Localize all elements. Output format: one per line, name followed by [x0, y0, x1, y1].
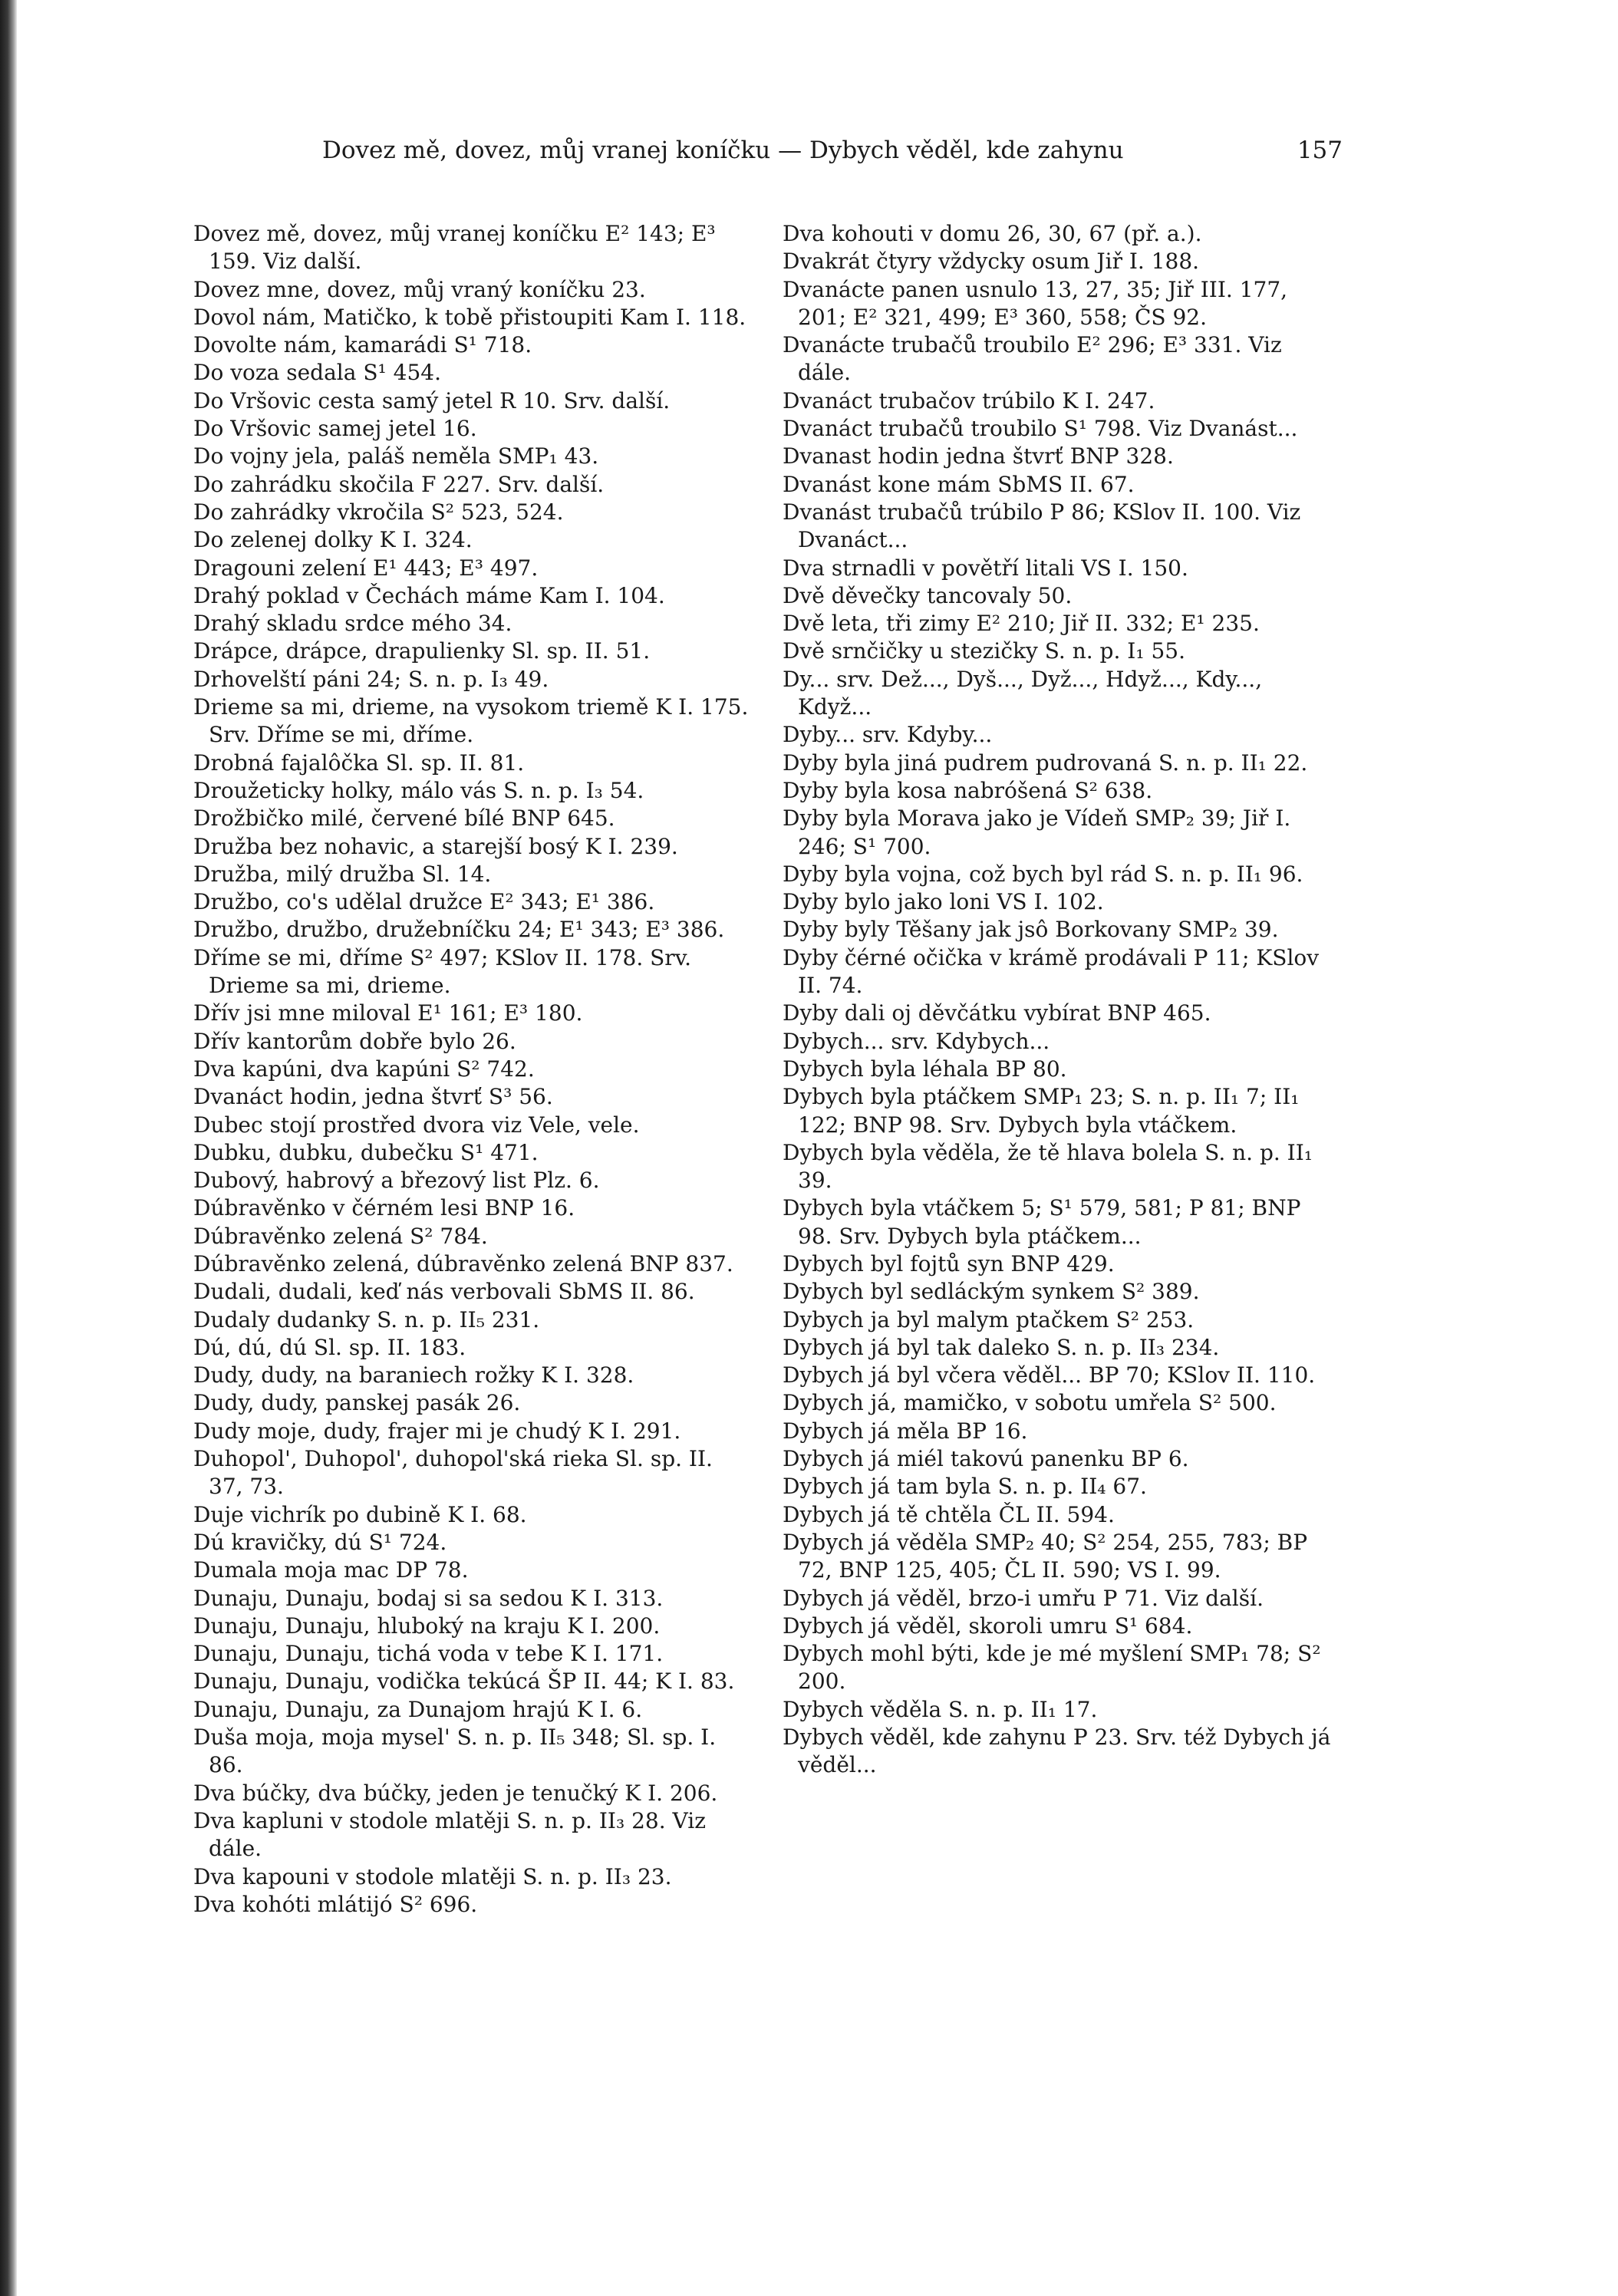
index-entry: Dybych byl fojtů syn BNP 429. — [783, 1250, 1115, 1276]
index-entry: Dú, dú, dú Sl. sp. II. 183. — [193, 1334, 466, 1360]
index-entry: Dybych já věděl, brzo-i umřu P 71. Viz další. — [783, 1585, 1264, 1611]
index-column-left — [193, 220, 750, 1919]
index-entry: Dunaju, Dunaju, vodička tekúcá ŠP II. 44; K I. 83. — [193, 1668, 735, 1695]
index-entry: Drahý skladu srdce mého 34. — [193, 611, 512, 637]
index-entry: Dybych byla vtáčkem 5; S¹ 579, 581; P 81; BNP 98. Srv. Dybych byla ptáčkem... — [783, 1195, 1301, 1249]
index-entry: Dyby byla kosa nabróšená S² 638. — [783, 777, 1153, 803]
index-entry: Dyby... srv. Kdyby... — [783, 722, 993, 748]
index-entry: Dvanáct hodin, jedna štvrť S³ 56. — [193, 1084, 553, 1110]
running-header — [322, 137, 1343, 175]
index-entry: Dudaly dudanky S. n. p. II₅ 231. — [193, 1306, 540, 1332]
index-entry: Dúbravěnko v čérném lesi BNP 16. — [193, 1195, 575, 1221]
index-entry: Dřív kantorům dobře bylo 26. — [193, 1028, 516, 1054]
index-entry: Dvě děvečky tancovaly 50. — [783, 582, 1073, 608]
index-entry: Do zahrádku skočila F 227. Srv. další. — [193, 471, 605, 497]
page-number: 157 — [1297, 137, 1343, 164]
index-entry: Dva strnadli v povětří litali VS I. 150. — [783, 555, 1188, 581]
index-entry: Dunaju, Dunaju, tichá voda v tebe K I. 171. — [193, 1641, 664, 1667]
index-entry: Dyby byly Těšany jak jsô Borkovany SMP₂ 39. — [783, 917, 1279, 943]
index-entry: Dyby byla Morava jako je Vídeň SMP₂ 39; Jiř I. 246; S¹ 700. — [783, 805, 1291, 859]
scan-edge — [0, 0, 17, 2296]
index-entry: Dva kapouni v stodole mlatěji S. n. p. II₃ 23. — [193, 1863, 672, 1889]
index-entry: Dvanácte panen usnulo 13, 27, 35; Jiř III. 177, 201; E² 321, 499; E³ 360, 558; ČS 92. — [783, 276, 1288, 330]
index-entry: Do zelenej dolky K I. 324. — [193, 527, 473, 553]
index-entry: Drhovelští páni 24; S. n. p. I₃ 49. — [193, 666, 549, 692]
index-entry: Drieme sa mi, drieme, na vysokom triemě K I. 175. Srv. Dříme se mi, dříme. — [193, 694, 749, 748]
running-title: Dovez mě, dovez, můj vranej koníčku — Dybych věděl, kde zahynu — [322, 137, 1124, 164]
index-entry: Dvanast hodin jedna štvrť BNP 328. — [783, 443, 1174, 469]
index-entry: Dovez mne, dovez, můj vraný koníčku 23. — [193, 276, 646, 302]
index-entry: Do Vršovic cesta samý jetel R 10. Srv. další. — [193, 387, 671, 413]
index-entry: Dybych mohl býti, kde je mé myšlení SMP₁ 78; S² 200. — [783, 1641, 1321, 1695]
index-entry: Dybych věděl, kde zahynu P 23. Srv. též Dybych já věděl... — [783, 1724, 1331, 1778]
index-entry: Dva kohóti mlátijó S² 696. — [193, 1891, 478, 1917]
index-entry: Dybych já tam byla S. n. p. II₄ 67. — [783, 1474, 1147, 1500]
index-entry: Drobná fajalôčka Sl. sp. II. 81. — [193, 749, 525, 776]
index-entry: Dovez mě, dovez, můj vranej koníčku E² 143; E³ 159. Viz další. — [193, 221, 716, 275]
index-entry: Dva kohouti v domu 26, 30, 67 (př. a.). — [783, 221, 1202, 246]
index-entry: Duje vichrík po dubině K I. 68. — [193, 1501, 527, 1527]
index-entry: Dovolte nám, kamarádi S¹ 718. — [193, 332, 532, 358]
index-entry: Dybych já, mamičko, v sobotu umřela S² 500. — [783, 1390, 1277, 1416]
index-entry: Dyby byla vojna, což bych byl rád S. n. p. II₁ 96. — [783, 861, 1303, 887]
index-entry: Dybych já byl včera věděl... BP 70; KSlov II. 110. — [783, 1362, 1316, 1388]
index-entry: Dybych já miél takovú panenku BP 6. — [783, 1446, 1189, 1472]
index-entry: Dudy, dudy, na baraniech rožky K I. 328. — [193, 1362, 634, 1388]
index-entry: Dvě leta, tři zimy E² 210; Jiř II. 332; E¹ 235. — [783, 611, 1260, 637]
index-entry: Dva kapúni, dva kapúni S² 742. — [193, 1056, 535, 1082]
index-entry: Dyby čérné očička v krámě prodávali P 11; KSlov II. 74. — [783, 944, 1320, 999]
index-entry: Dřív jsi mne miloval E¹ 161; E³ 180. — [193, 1000, 583, 1026]
index-entry: Drápce, drápce, drapulienky Sl. sp. II. 51. — [193, 638, 651, 664]
index-entry: Dvanácte trubačů troubilo E² 296; E³ 331. Viz dále. — [783, 332, 1282, 386]
index-entry: Dyby byla jiná pudrem pudrovaná S. n. p. II₁ 22. — [783, 749, 1308, 776]
index-entry: Do vojny jela, paláš neměla SMP₁ 43. — [193, 443, 599, 469]
index-entry: Družbo, družbo, družebníčku 24; E¹ 343; E³ 386. — [193, 917, 725, 943]
index-entry: Dunaju, Dunaju, za Dunajom hrajú K I. 6. — [193, 1696, 643, 1722]
index-entry: Dybych já tě chtěla ČL II. 594. — [783, 1501, 1115, 1527]
index-entry: Dybych... srv. Kdybych... — [783, 1028, 1050, 1054]
index-entry: Dybych byla věděla, že tě hlava bolela S. n. p. II₁ 39. — [783, 1139, 1313, 1194]
index-entry: Dvanást trubačů trúbilo P 86; KSlov II. 100. Viz Dvanáct... — [783, 499, 1301, 553]
index-entry: Dúbravěnko zelená S² 784. — [193, 1223, 488, 1249]
index-entry: Dybych věděla S. n. p. II₁ 17. — [783, 1696, 1098, 1722]
index-entry: Drahý poklad v Čechách máme Kam I. 104. — [193, 582, 665, 608]
index-entry: Dunaju, Dunaju, bodaj si sa sedou K I. 313. — [193, 1585, 664, 1611]
index-entry: Dú kravičky, dú S¹ 724. — [193, 1529, 447, 1555]
index-entry: Dubku, dubku, dubečku S¹ 471. — [193, 1139, 539, 1165]
index-entry: Dragouni zelení E¹ 443; E³ 497. — [193, 555, 539, 581]
index-entry: Dybych byla ptáčkem SMP₁ 23; S. n. p. II₁ 7; II₁ 122; BNP 98. Srv. Dybych byla vtáčkem. — [783, 1084, 1300, 1138]
index-entry: Dvakrát čtyry vždycky osum Jiř I. 188. — [783, 249, 1200, 275]
index-entry: Dybych já věděla SMP₂ 40; S² 254, 255, 783; BP 72, BNP 125, 405; ČL II. 590; VS I. 99. — [783, 1529, 1308, 1583]
index-entry: Družbo, co's udělal družce E² 343; E¹ 386. — [193, 889, 655, 915]
index-entry: Dudali, dudali, keď nás verbovali SbMS II. 86. — [193, 1279, 695, 1305]
index-entry: Dybych byla léhala BP 80. — [783, 1056, 1067, 1082]
index-entry: Dubový, habrový a březový list Plz. 6. — [193, 1168, 600, 1194]
index-entry: Dovol nám, Matičko, k tobě přistoupiti Kam I. 118. — [193, 304, 746, 330]
index-entry: Dunaju, Dunaju, hluboký na kraju K I. 200. — [193, 1612, 661, 1639]
index-entry: Do zahrádky vkročila S² 523, 524. — [193, 499, 564, 525]
index-entry: Družba, milý družba Sl. 14. — [193, 861, 492, 887]
index-entry: Dybych já věděl, skoroli umru S¹ 684. — [783, 1612, 1193, 1639]
index-entry: Dudy, dudy, panskej pasák 26. — [193, 1390, 521, 1416]
index-entry: Dybych ja byl malym ptačkem S² 253. — [783, 1306, 1195, 1332]
index-entry: Dúbravěnko zelená, dúbravěnko zelená BNP 837. — [193, 1250, 733, 1276]
index-entry: Dybych já byl tak daleko S. n. p. II₃ 234. — [783, 1334, 1220, 1360]
index-entry: Dva búčky, dva búčky, jeden je tenučký K I. 206. — [193, 1780, 718, 1806]
index-entry: Dyby bylo jako loni VS I. 102. — [783, 889, 1104, 915]
index-column-right — [783, 220, 1339, 1780]
index-entry: Dříme se mi, dříme S² 497; KSlov II. 178. Srv. Drieme sa mi, drieme. — [193, 944, 692, 999]
index-entry: Dyby dali oj děvčátku vybírat BNP 465. — [783, 1000, 1211, 1026]
index-entry: Dvanáct trubačov trúbilo K I. 247. — [783, 387, 1155, 413]
index-entry: Dybych byl sedláckým synkem S² 389. — [783, 1279, 1200, 1305]
index-entry: Dybych já měla BP 16. — [783, 1418, 1028, 1444]
index-entry: Dumala moja mac DP 78. — [193, 1557, 469, 1583]
index-entry: Dva kapluni v stodole mlatěji S. n. p. II₃ 28. Viz dále. — [193, 1807, 706, 1862]
index-entry: Dubec stojí prostřed dvora viz Vele, vele. — [193, 1112, 640, 1138]
index-entry: Družba bez nohavic, a starejší bosý K I. 239. — [193, 833, 678, 859]
index-entry: Dudy moje, dudy, frajer mi je chudý K I. 291. — [193, 1418, 681, 1444]
index-entry: Dvanást kone mám SbMS II. 67. — [783, 471, 1135, 497]
index-entry: Dvě srnčičky u stezičky S. n. p. I₁ 55. — [783, 638, 1185, 664]
index-entry: Duhopol', Duhopol', duhopol'ská rieka Sl. sp. II. 37, 73. — [193, 1446, 713, 1500]
index-entry: Dy... srv. Dež..., Dyš..., Dyž..., Hdyž..., Kdy..., Když... — [783, 666, 1263, 720]
index-entry: Dvanáct trubačů troubilo S¹ 798. Viz Dvanást... — [783, 416, 1298, 442]
index-entry: Do voza sedala S¹ 454. — [193, 360, 441, 386]
index-entry: Do Vršovic samej jetel 16. — [193, 416, 477, 442]
index-entry: Droužeticky holky, málo vás S. n. p. I₃ 54. — [193, 777, 644, 803]
index-entry: Drožbičko milé, červené bílé BNP 645. — [193, 805, 615, 832]
index-entry: Duša moja, moja mysel' S. n. p. II₅ 348; Sl. sp. I. 86. — [193, 1724, 717, 1778]
